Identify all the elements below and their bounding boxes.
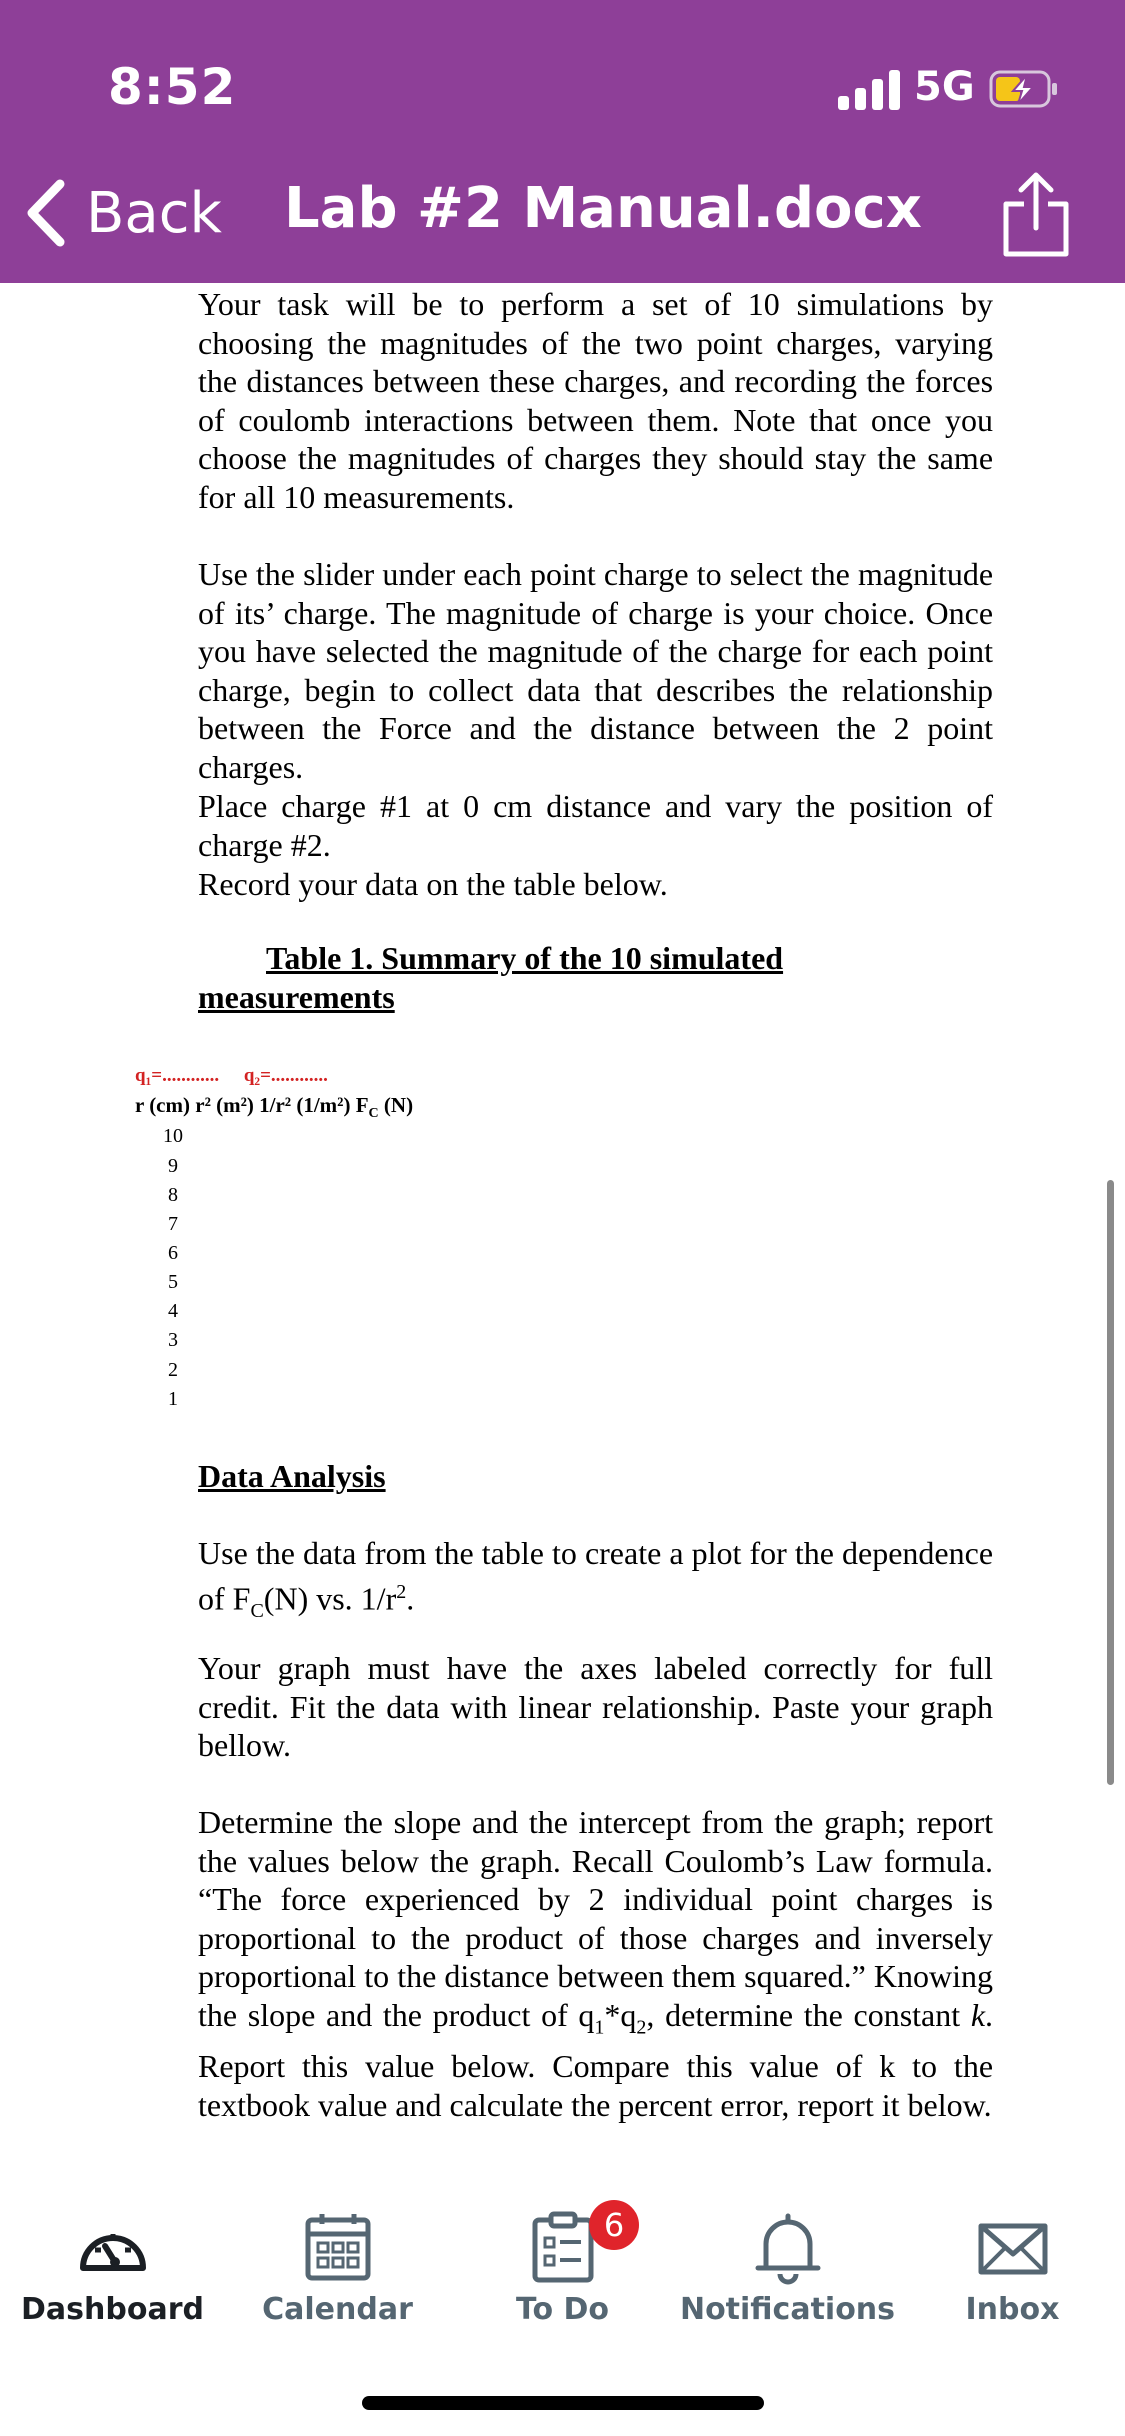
tab-label: Notifications: [679, 2292, 896, 2327]
paragraph-plot: Use the data from the table to create a plot for the dependence of $F_C(N)$ vs. $1/r^2$.: [198, 1535, 994, 1622]
app-header: [0, 0, 1125, 283]
tab-label: Inbox: [965, 2292, 1060, 2327]
record-instruction: Record your data on the table below.: [198, 866, 668, 902]
calendar-icon: [300, 2210, 376, 2286]
charge-labels: [135, 1065, 348, 1087]
back-label: Back: [86, 180, 222, 246]
battery-charging-icon: [989, 70, 1059, 108]
table-row: 6: [168, 1242, 178, 1264]
signal-icon: [838, 68, 900, 110]
table-row: 10: [163, 1125, 183, 1147]
table-row: 4: [168, 1300, 178, 1322]
network-type: 5G: [914, 64, 975, 110]
tab-notifications[interactable]: [675, 2190, 900, 2350]
tab-dashboard[interactable]: [0, 2190, 225, 2350]
document-title: Lab #2 Manual.docx: [284, 176, 922, 241]
paragraph-coulomb: Determine the slope and the intercept from the graph; report the values below the graph. Recall Coulomb’s Law formula. “The force experienced by 2 individual point charges is proportional to the product of those charges and inversely proportional to the distance between them squared.” Knowing the slope and the product of $q_1*q_2$, determine the constant k. Report this value below. Compare this value of k to the textbook value and calculate the percent error, report it below.: [198, 1804, 994, 2123]
bell-icon: [750, 2210, 826, 2286]
status-time: 8:52: [108, 58, 237, 116]
table-caption: Table 1. Summary of the 10 simulated measurements: [198, 940, 784, 1015]
document-viewer[interactable]: [0, 283, 1125, 2190]
tab-todo[interactable]: [450, 2190, 675, 2350]
dashboard-icon: [75, 2210, 151, 2286]
table-header: r (cm) r² (m²) 1/r² (1/m²) $F_C$ (N): [135, 1093, 414, 1122]
todo-badge: 6: [589, 2200, 639, 2250]
paragraph-graph: Your graph must have the axes labeled correctly for full credit. Fit the data with linear relationship. Paste your graph bellow.: [198, 1650, 994, 1764]
q2-label: q₂=............: [243, 1065, 328, 1086]
tab-label: To Do: [515, 2292, 610, 2327]
scrollbar[interactable]: [1107, 1180, 1114, 1785]
chevron-left-icon: [24, 178, 68, 248]
tab-inbox[interactable]: [900, 2190, 1125, 2350]
paragraph-task: Your task will be to perform a set of 10 simulations by choosing the magnitudes of the two point charges, varying the distances between these charges, and recording the forces of coulomb interactions between them. Note that once you choose the magnitudes of charges they should stay the same for all 10 measurements.: [198, 286, 994, 515]
mail-icon: [975, 2210, 1051, 2286]
tab-label: Calendar: [262, 2292, 413, 2327]
table-row: 2: [168, 1359, 178, 1381]
table-row: 3: [168, 1329, 178, 1351]
q1-label: q₁=............: [135, 1065, 220, 1086]
tab-calendar[interactable]: [225, 2190, 450, 2350]
table-row: 5: [168, 1271, 178, 1293]
paragraph-slider: Use the slider under each point charge to select the magnitude of its’ charge. The magnitude of charge is your choice. Once you have selected the magnitude of the charge for each point charge, begin to collect data that describes the relationship between the Force and the distance between the 2 point charges.: [198, 556, 994, 785]
table-row: 7: [168, 1213, 178, 1235]
table-row: 1: [168, 1388, 178, 1410]
section-heading: Data Analysis: [198, 1458, 386, 1494]
home-indicator[interactable]: [362, 2396, 764, 2410]
tab-label: Dashboard: [21, 2292, 204, 2327]
back-button[interactable]: [24, 170, 222, 256]
table-row: 9: [168, 1155, 178, 1177]
paragraph-place-charge: Place charge #1 at 0 cm distance and vary the position of charge #2.: [198, 788, 993, 863]
share-icon[interactable]: [1000, 170, 1072, 260]
table-row: 8: [168, 1184, 178, 1206]
